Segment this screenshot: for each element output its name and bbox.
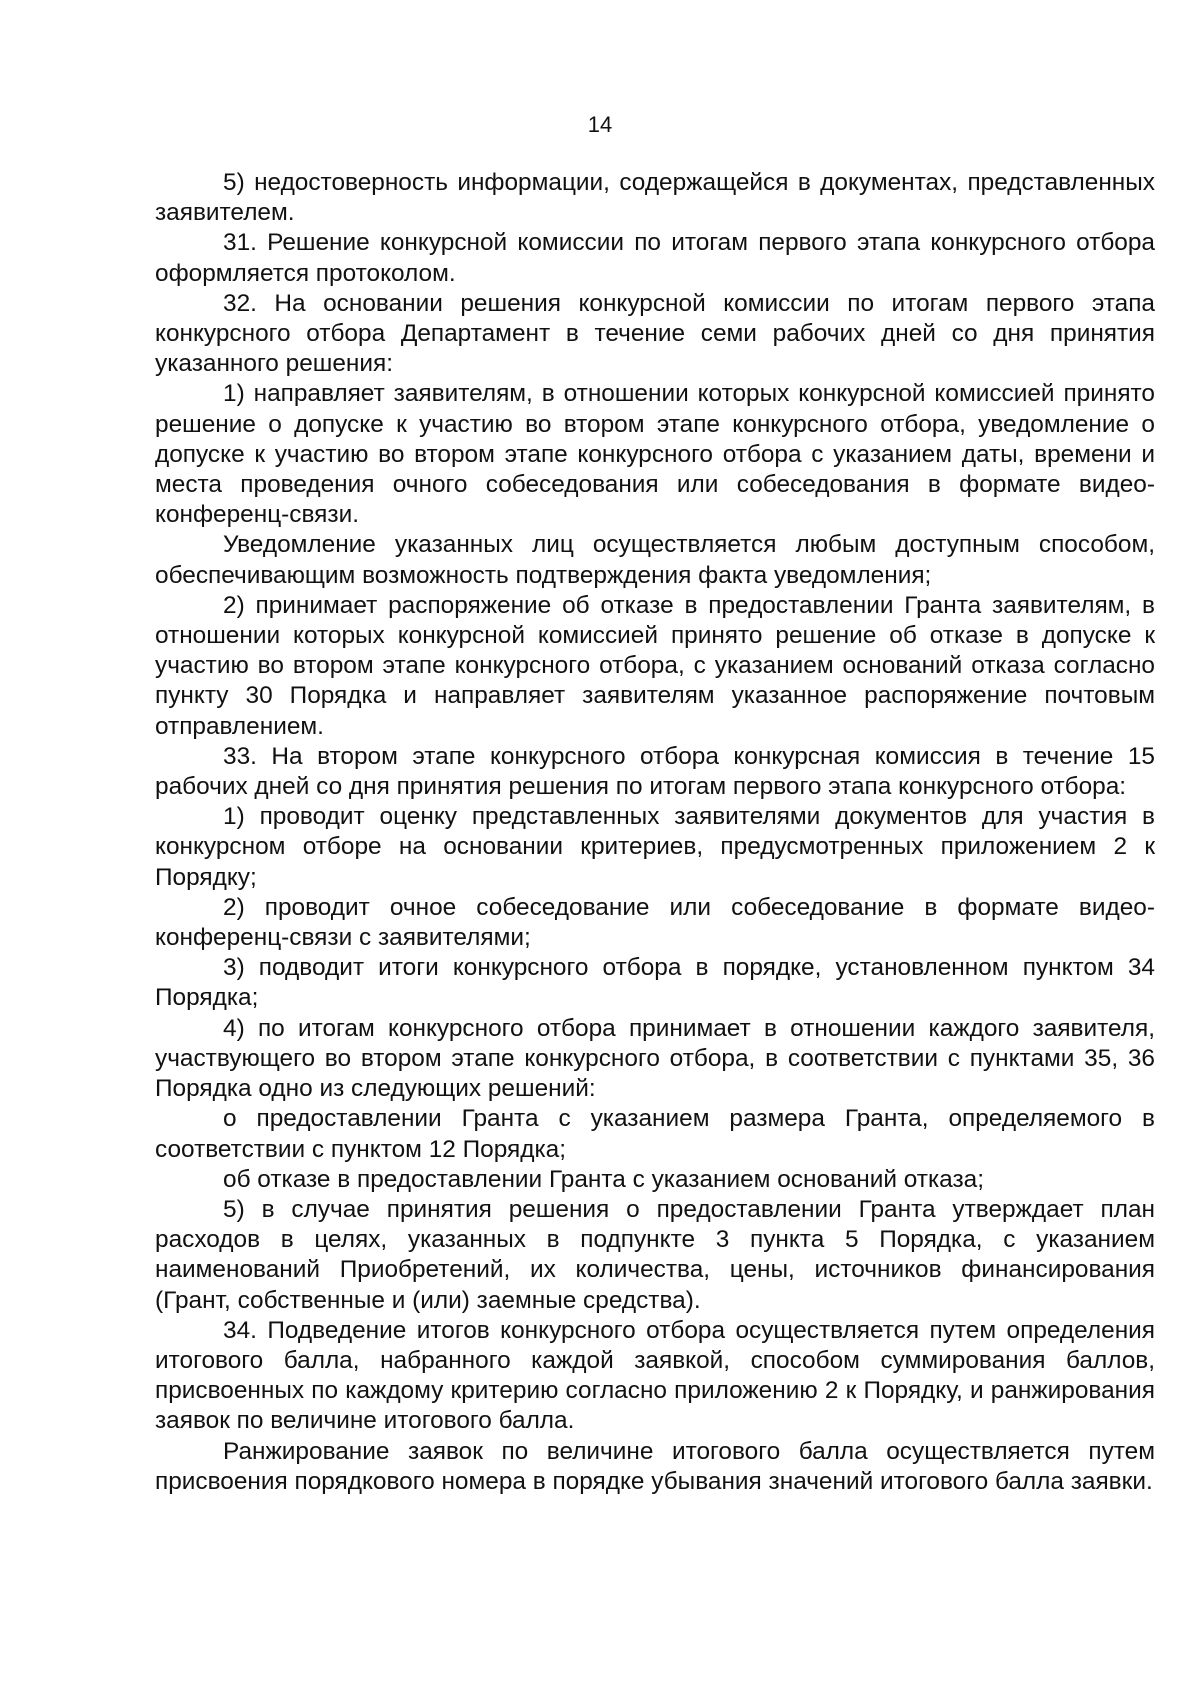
paragraph-31: 31. Решение конкурсной комиссии по итогам первого этапа конкурсного отбора оформляется протоколом. — [155, 229, 1155, 287]
paragraph-decision-refusal: об отказе в предоставлении Гранта с указанием оснований отказа; — [223, 1165, 984, 1193]
document-body — [155, 168, 1155, 1497]
paragraph-notification: Уведомление указанных лиц осуществляется любым доступным способом, обеспечивающим возможность подтверждения факта уведомления; — [155, 531, 1155, 589]
paragraph-33: 33. На втором этапе конкурсного отбора конкурсная комиссия в течение 15 рабочих дней со дня принятия решения по итогам первого этапа конкурсного отбора: — [155, 742, 1155, 801]
paragraph-decision-grant: о предоставлении Гранта с указанием размера Гранта, определяемого в соответствии с пунктом 12 Порядка; — [155, 1105, 1155, 1163]
paragraph-ranking: Ранжирование заявок по величине итогового балла осуществляется путем присвоения порядкового номера в порядке убывания значений итогового балла заявки. — [155, 1437, 1155, 1495]
paragraph-33-item-2: 2) проводит очное собеседование или собеседование в формате видео-конференц-связи с заявителями; — [155, 893, 1155, 952]
paragraph-33-item-3: 3) подводит итоги конкурсного отбора в порядке, установленном пунктом 34 Порядка; — [155, 954, 1155, 1012]
page-number: 14 — [587, 112, 613, 137]
paragraph-34: 34. Подведение итогов конкурсного отбора осуществляется путем определения итогового балла, набранного каждой заявкой, способом суммирования баллов, присвоенных по каждому критерию согласно приложению 2 к Порядку, и ранжирования заявок по величине итогового балла. — [155, 1316, 1155, 1435]
paragraph-33-item-1: 1) проводит оценку представленных заявителями документов для участия в конкурсном отборе на основании критериев, предусмотренных приложением 2 к Порядку; — [155, 803, 1155, 891]
paragraph-32-item-2: 2) принимает распоряжение об отказе в предоставлении Гранта заявителям, в отношении которых конкурсной комиссией принято решение об отказе в допуске к участию во втором этапе конкурсного отбора, с указанием оснований отказа согласно пункту 30 Порядка и направляет заявителям указанное распоряжение почтовым отправлением. — [155, 591, 1155, 740]
paragraph-32-item-1: 1) направляет заявителям, в отношении которых конкурсной комиссией принято решение о допуске к участию во втором этапе конкурсного отбора, уведомление о допуске к участию во втором этапе конкурсного отбора с указанием даты, времени и места проведения очного собеседования или собеседования в формате видео-конференц-связи. — [155, 380, 1155, 529]
paragraph-32: 32. На основании решения конкурсной комиссии по итогам первого этапа конкурсного отбора Департамент в течение семи рабочих дней со дня принятия указанного решения: — [155, 289, 1155, 378]
paragraph-33-item-4: 4) по итогам конкурсного отбора принимает в отношении каждого заявителя, участвующего во втором этапе конкурсного отбора, в соответствии с пунктами 35, 36 Порядка одно из следующих решений: — [155, 1014, 1155, 1103]
paragraph-33-item-5: 5) в случае принятия решения о предоставлении Гранта утверждает план расходов в целях, указанных в подпункте 3 пункта 5 Порядка, с указанием наименований Приобретений, их количества, цены, источников финансирования (Грант, собственные и (или) заемные средства). — [155, 1195, 1155, 1314]
paragraph-item-5-unreliable-info: 5) недостоверность информации, содержащейся в документах, представленных заявителем. — [155, 169, 1155, 227]
